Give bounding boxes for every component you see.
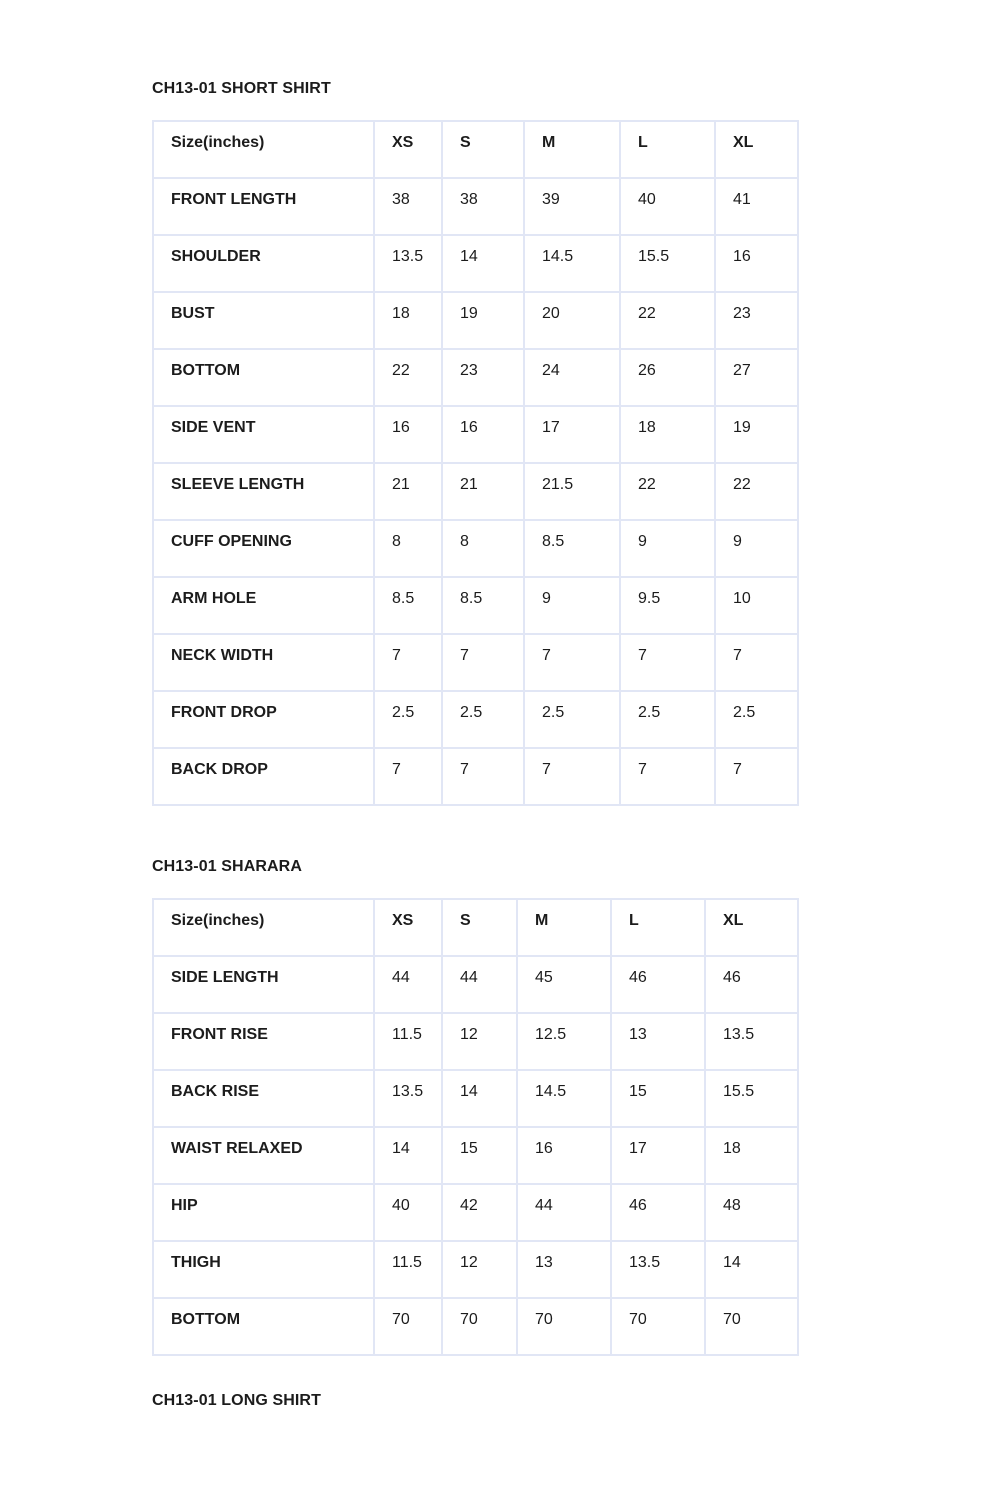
- measurement-value: [705, 1241, 798, 1298]
- measurement-value-text: 22: [638, 305, 656, 322]
- measurement-value: [442, 577, 524, 634]
- header-text: XL: [723, 912, 744, 929]
- measurement-value-text: 11.5: [392, 1026, 422, 1043]
- measurement-label-text: BACK RISE: [171, 1083, 260, 1100]
- measurement-value-text: 14: [460, 1083, 478, 1100]
- measurement-label: [153, 235, 374, 292]
- table-row: [153, 349, 798, 406]
- size-header-cell: [705, 899, 798, 956]
- table-row: [153, 292, 798, 349]
- size-column-header: [153, 899, 374, 956]
- measurement-label: [153, 178, 374, 235]
- measurement-value-text: 22: [392, 362, 410, 379]
- size-header-cell: [715, 121, 798, 178]
- measurement-value-text: 42: [460, 1197, 478, 1214]
- measurement-value-text: 44: [535, 1197, 553, 1214]
- measurement-value-text: 7: [392, 647, 401, 664]
- measurement-label: [153, 1241, 374, 1298]
- table-row: [153, 1127, 798, 1184]
- measurement-value: [374, 1184, 442, 1241]
- measurement-value: [705, 1070, 798, 1127]
- measurement-value: [620, 406, 715, 463]
- measurement-label-text: SIDE LENGTH: [171, 969, 279, 986]
- table-row: [153, 691, 798, 748]
- measurement-value: [611, 1298, 705, 1355]
- table-row: [153, 956, 798, 1013]
- measurement-label-text: BOTTOM: [171, 1311, 241, 1328]
- measurement-label: [153, 1298, 374, 1355]
- measurement-value-text: 38: [460, 191, 478, 208]
- measurement-value: [374, 235, 442, 292]
- header-text: S: [460, 912, 471, 929]
- measurement-label-text: BACK DROP: [171, 761, 268, 778]
- measurement-value-text: 44: [460, 969, 478, 986]
- size-header-cell: [517, 899, 611, 956]
- measurement-label: [153, 406, 374, 463]
- table-row: [153, 1184, 798, 1241]
- measurement-value: [611, 1070, 705, 1127]
- measurement-value-text: 12: [460, 1026, 478, 1043]
- measurement-value: [524, 520, 620, 577]
- measurement-value: [442, 292, 524, 349]
- sharara-size-table: [152, 898, 799, 1356]
- measurement-value-text: 14: [723, 1254, 741, 1271]
- measurement-value: [715, 178, 798, 235]
- measurement-label: [153, 463, 374, 520]
- measurement-value-text: 16: [535, 1140, 553, 1157]
- measurement-value: [442, 178, 524, 235]
- measurement-value-text: 15.5: [638, 248, 670, 265]
- measurement-value: [374, 406, 442, 463]
- measurement-value: [442, 1298, 517, 1355]
- measurement-value-text: 15.5: [723, 1083, 755, 1100]
- measurement-value-text: 38: [392, 191, 410, 208]
- measurement-value: [620, 634, 715, 691]
- measurement-label-text: SLEEVE LENGTH: [171, 476, 305, 493]
- measurement-value-text: 12.5: [535, 1026, 567, 1043]
- size-column-header: [153, 121, 374, 178]
- header-text: S: [460, 134, 471, 151]
- measurement-value-text: 7: [460, 647, 469, 664]
- measurement-value-text: 70: [392, 1311, 410, 1328]
- measurement-value: [705, 1184, 798, 1241]
- measurement-value-text: 9: [733, 533, 742, 550]
- table-row: [153, 748, 798, 805]
- measurement-value-text: 9.5: [638, 590, 661, 607]
- measurement-value: [442, 1184, 517, 1241]
- measurement-value-text: 39: [542, 191, 560, 208]
- measurement-value: [620, 349, 715, 406]
- measurement-value-text: 70: [535, 1311, 553, 1328]
- measurement-value-text: 13.5: [723, 1026, 755, 1043]
- measurement-value-text: 21: [460, 476, 478, 493]
- measurement-value-text: 14: [460, 248, 478, 265]
- measurement-value-text: 44: [392, 969, 410, 986]
- measurement-label-text: BUST: [171, 305, 215, 322]
- header-text: XS: [392, 134, 414, 151]
- measurement-value: [442, 634, 524, 691]
- measurement-value: [524, 178, 620, 235]
- measurement-value-text: 45: [535, 969, 553, 986]
- header-text: M: [535, 912, 549, 929]
- measurement-value-text: 13: [629, 1026, 647, 1043]
- measurement-value-text: 18: [638, 419, 656, 436]
- measurement-value-text: 46: [723, 969, 741, 986]
- measurement-value-text: 7: [733, 647, 742, 664]
- long-shirt-title: CH13-01 LONG SHIRT: [152, 1392, 321, 1409]
- measurement-label-text: FRONT LENGTH: [171, 191, 297, 208]
- measurement-label: [153, 1127, 374, 1184]
- measurement-value: [715, 463, 798, 520]
- measurement-value: [611, 1127, 705, 1184]
- measurement-value: [442, 463, 524, 520]
- measurement-value-text: 2.5: [638, 704, 661, 721]
- measurement-label-text: THIGH: [171, 1254, 221, 1271]
- measurement-value: [611, 956, 705, 1013]
- measurement-value-text: 2.5: [542, 704, 565, 721]
- measurement-value: [374, 349, 442, 406]
- measurement-value: [517, 956, 611, 1013]
- measurement-value-text: 19: [733, 419, 751, 436]
- measurement-value: [374, 748, 442, 805]
- measurement-value: [374, 577, 442, 634]
- measurement-value-text: 14.5: [542, 248, 574, 265]
- measurement-value-text: 70: [629, 1311, 647, 1328]
- table-row: [153, 463, 798, 520]
- measurement-label-text: CUFF OPENING: [171, 533, 292, 550]
- measurement-value: [374, 1298, 442, 1355]
- header-text: XL: [733, 134, 754, 151]
- measurement-value-text: 16: [392, 419, 410, 436]
- measurement-value-text: 27: [733, 362, 751, 379]
- measurement-value: [524, 691, 620, 748]
- measurement-value: [620, 748, 715, 805]
- measurement-value: [374, 1070, 442, 1127]
- measurement-value: [524, 577, 620, 634]
- measurement-value: [705, 1013, 798, 1070]
- measurement-value-text: 8.5: [542, 533, 565, 550]
- measurement-value: [524, 406, 620, 463]
- measurement-value-text: 7: [542, 761, 551, 778]
- measurement-value: [715, 691, 798, 748]
- measurement-value-text: 8: [392, 533, 401, 550]
- measurement-value-text: 40: [638, 191, 656, 208]
- measurement-value-text: 12: [460, 1254, 478, 1271]
- size-header-cell: [611, 899, 705, 956]
- measurement-value: [705, 956, 798, 1013]
- measurement-value-text: 13: [535, 1254, 553, 1271]
- table-row: [153, 235, 798, 292]
- measurement-value: [620, 463, 715, 520]
- measurement-label: [153, 1013, 374, 1070]
- measurement-label: [153, 1184, 374, 1241]
- measurement-value-text: 13.5: [392, 248, 424, 265]
- measurement-value-text: 21.5: [542, 476, 574, 493]
- measurement-value-text: 15: [460, 1140, 478, 1157]
- measurement-value: [715, 520, 798, 577]
- measurement-value: [374, 691, 442, 748]
- measurement-value: [715, 349, 798, 406]
- measurement-value-text: 10: [733, 590, 751, 607]
- measurement-value: [715, 748, 798, 805]
- measurement-label-text: NECK WIDTH: [171, 647, 274, 664]
- measurement-value: [442, 1013, 517, 1070]
- table-row: [153, 577, 798, 634]
- measurement-value: [524, 748, 620, 805]
- measurement-value: [442, 1127, 517, 1184]
- measurement-value: [715, 634, 798, 691]
- size-header-cell: [442, 899, 517, 956]
- measurement-label: [153, 1070, 374, 1127]
- measurement-value-text: 8.5: [460, 590, 483, 607]
- measurement-value-text: 8: [460, 533, 469, 550]
- measurement-value-text: 9: [542, 590, 551, 607]
- measurement-label: [153, 292, 374, 349]
- measurement-value: [524, 349, 620, 406]
- size-header-cell: [374, 899, 442, 956]
- measurement-value-text: 8.5: [392, 590, 415, 607]
- measurement-value: [620, 520, 715, 577]
- measurement-value: [611, 1241, 705, 1298]
- measurement-value: [620, 691, 715, 748]
- measurement-value: [524, 634, 620, 691]
- table-row: [153, 520, 798, 577]
- measurement-value: [374, 178, 442, 235]
- measurement-value-text: 14: [392, 1140, 410, 1157]
- measurement-value-text: 15: [629, 1083, 647, 1100]
- measurement-value: [442, 520, 524, 577]
- measurement-value: [715, 577, 798, 634]
- header-text: L: [629, 912, 639, 929]
- measurement-value: [442, 691, 524, 748]
- measurement-value-text: 9: [638, 533, 647, 550]
- short-shirt-size-table: [152, 120, 799, 806]
- measurement-value-text: 7: [733, 761, 742, 778]
- measurement-label-text: SHOULDER: [171, 248, 261, 265]
- measurement-value-text: 13.5: [629, 1254, 661, 1271]
- measurement-value-text: 22: [638, 476, 656, 493]
- measurement-value: [705, 1298, 798, 1355]
- measurement-label: [153, 691, 374, 748]
- table-row: [153, 634, 798, 691]
- measurement-value-text: 7: [638, 647, 647, 664]
- measurement-value-text: 7: [392, 761, 401, 778]
- measurement-value-text: 11.5: [392, 1254, 422, 1271]
- measurement-value: [442, 1241, 517, 1298]
- measurement-label: [153, 577, 374, 634]
- measurement-value: [374, 1241, 442, 1298]
- table-row: [153, 406, 798, 463]
- measurement-value: [517, 1298, 611, 1355]
- measurement-value: [620, 577, 715, 634]
- measurement-value-text: 17: [542, 419, 560, 436]
- short-shirt-title: CH13-01 SHORT SHIRT: [152, 80, 331, 97]
- measurement-value: [442, 748, 524, 805]
- size-header-cell: [374, 121, 442, 178]
- table-header-row: [153, 899, 798, 956]
- measurement-value: [442, 956, 517, 1013]
- measurement-value-text: 17: [629, 1140, 647, 1157]
- measurement-value-text: 16: [460, 419, 478, 436]
- table-row: [153, 1070, 798, 1127]
- size-header-cell: [620, 121, 715, 178]
- measurement-value-text: 18: [723, 1140, 741, 1157]
- measurement-value-text: 18: [392, 305, 410, 322]
- measurement-value-text: 23: [460, 362, 478, 379]
- measurement-label-text: HIP: [171, 1197, 198, 1214]
- measurement-value: [442, 406, 524, 463]
- measurement-value-text: 2.5: [460, 704, 483, 721]
- measurement-value: [374, 1013, 442, 1070]
- measurement-value: [517, 1013, 611, 1070]
- measurement-value: [524, 292, 620, 349]
- measurement-value: [517, 1127, 611, 1184]
- measurement-label-text: FRONT RISE: [171, 1026, 268, 1043]
- table-row: [153, 1298, 798, 1355]
- measurement-value-text: 7: [638, 761, 647, 778]
- measurement-value-text: 46: [629, 969, 647, 986]
- measurement-value-text: 22: [733, 476, 751, 493]
- measurement-value: [524, 463, 620, 520]
- table-row: [153, 1013, 798, 1070]
- measurement-value-text: 70: [460, 1311, 478, 1328]
- header-text: Size(inches): [171, 134, 265, 151]
- measurement-value-text: 13.5: [392, 1083, 424, 1100]
- measurement-label: [153, 634, 374, 691]
- measurement-value-text: 7: [460, 761, 469, 778]
- measurement-value: [715, 406, 798, 463]
- measurement-label-text: WAIST RELAXED: [171, 1140, 303, 1157]
- measurement-value: [517, 1070, 611, 1127]
- measurement-label-text: FRONT DROP: [171, 704, 277, 721]
- measurement-value: [715, 292, 798, 349]
- measurement-label: [153, 748, 374, 805]
- measurement-value: [442, 349, 524, 406]
- measurement-value-text: 20: [542, 305, 560, 322]
- measurement-label-text: SIDE VENT: [171, 419, 256, 436]
- measurement-label-text: ARM HOLE: [171, 590, 257, 607]
- measurement-value: [715, 235, 798, 292]
- measurement-value: [442, 1070, 517, 1127]
- measurement-value-text: 46: [629, 1197, 647, 1214]
- measurement-value: [374, 956, 442, 1013]
- measurement-value-text: 7: [542, 647, 551, 664]
- measurement-value: [611, 1013, 705, 1070]
- measurement-value: [442, 235, 524, 292]
- size-header-cell: [442, 121, 524, 178]
- measurement-value: [620, 292, 715, 349]
- measurement-value-text: 16: [733, 248, 751, 265]
- measurement-value: [524, 235, 620, 292]
- measurement-value: [705, 1127, 798, 1184]
- measurement-label: [153, 349, 374, 406]
- measurement-value-text: 2.5: [392, 704, 415, 721]
- measurement-value-text: 21: [392, 476, 410, 493]
- header-text: Size(inches): [171, 912, 265, 929]
- measurement-value: [374, 292, 442, 349]
- measurement-value: [374, 463, 442, 520]
- measurement-value-text: 14.5: [535, 1083, 567, 1100]
- measurement-value-text: 2.5: [733, 704, 756, 721]
- sharara-title: CH13-01 SHARARA: [152, 858, 302, 875]
- table-header-row: [153, 121, 798, 178]
- measurement-label-text: BOTTOM: [171, 362, 241, 379]
- measurement-value-text: 40: [392, 1197, 410, 1214]
- measurement-value-text: 23: [733, 305, 751, 322]
- measurement-label: [153, 520, 374, 577]
- header-text: M: [542, 134, 556, 151]
- measurement-value-text: 26: [638, 362, 656, 379]
- measurement-label: [153, 956, 374, 1013]
- measurement-value: [517, 1241, 611, 1298]
- measurement-value: [611, 1184, 705, 1241]
- measurement-value: [374, 520, 442, 577]
- size-header-cell: [524, 121, 620, 178]
- measurement-value: [374, 1127, 442, 1184]
- header-text: XS: [392, 912, 414, 929]
- measurement-value: [620, 178, 715, 235]
- measurement-value: [517, 1184, 611, 1241]
- measurement-value-text: 48: [723, 1197, 741, 1214]
- measurement-value: [374, 634, 442, 691]
- header-text: L: [638, 134, 648, 151]
- measurement-value-text: 41: [733, 191, 751, 208]
- table-row: [153, 1241, 798, 1298]
- measurement-value-text: 70: [723, 1311, 741, 1328]
- measurement-value-text: 24: [542, 362, 560, 379]
- measurement-value-text: 19: [460, 305, 478, 322]
- table-row: [153, 178, 798, 235]
- measurement-value: [620, 235, 715, 292]
